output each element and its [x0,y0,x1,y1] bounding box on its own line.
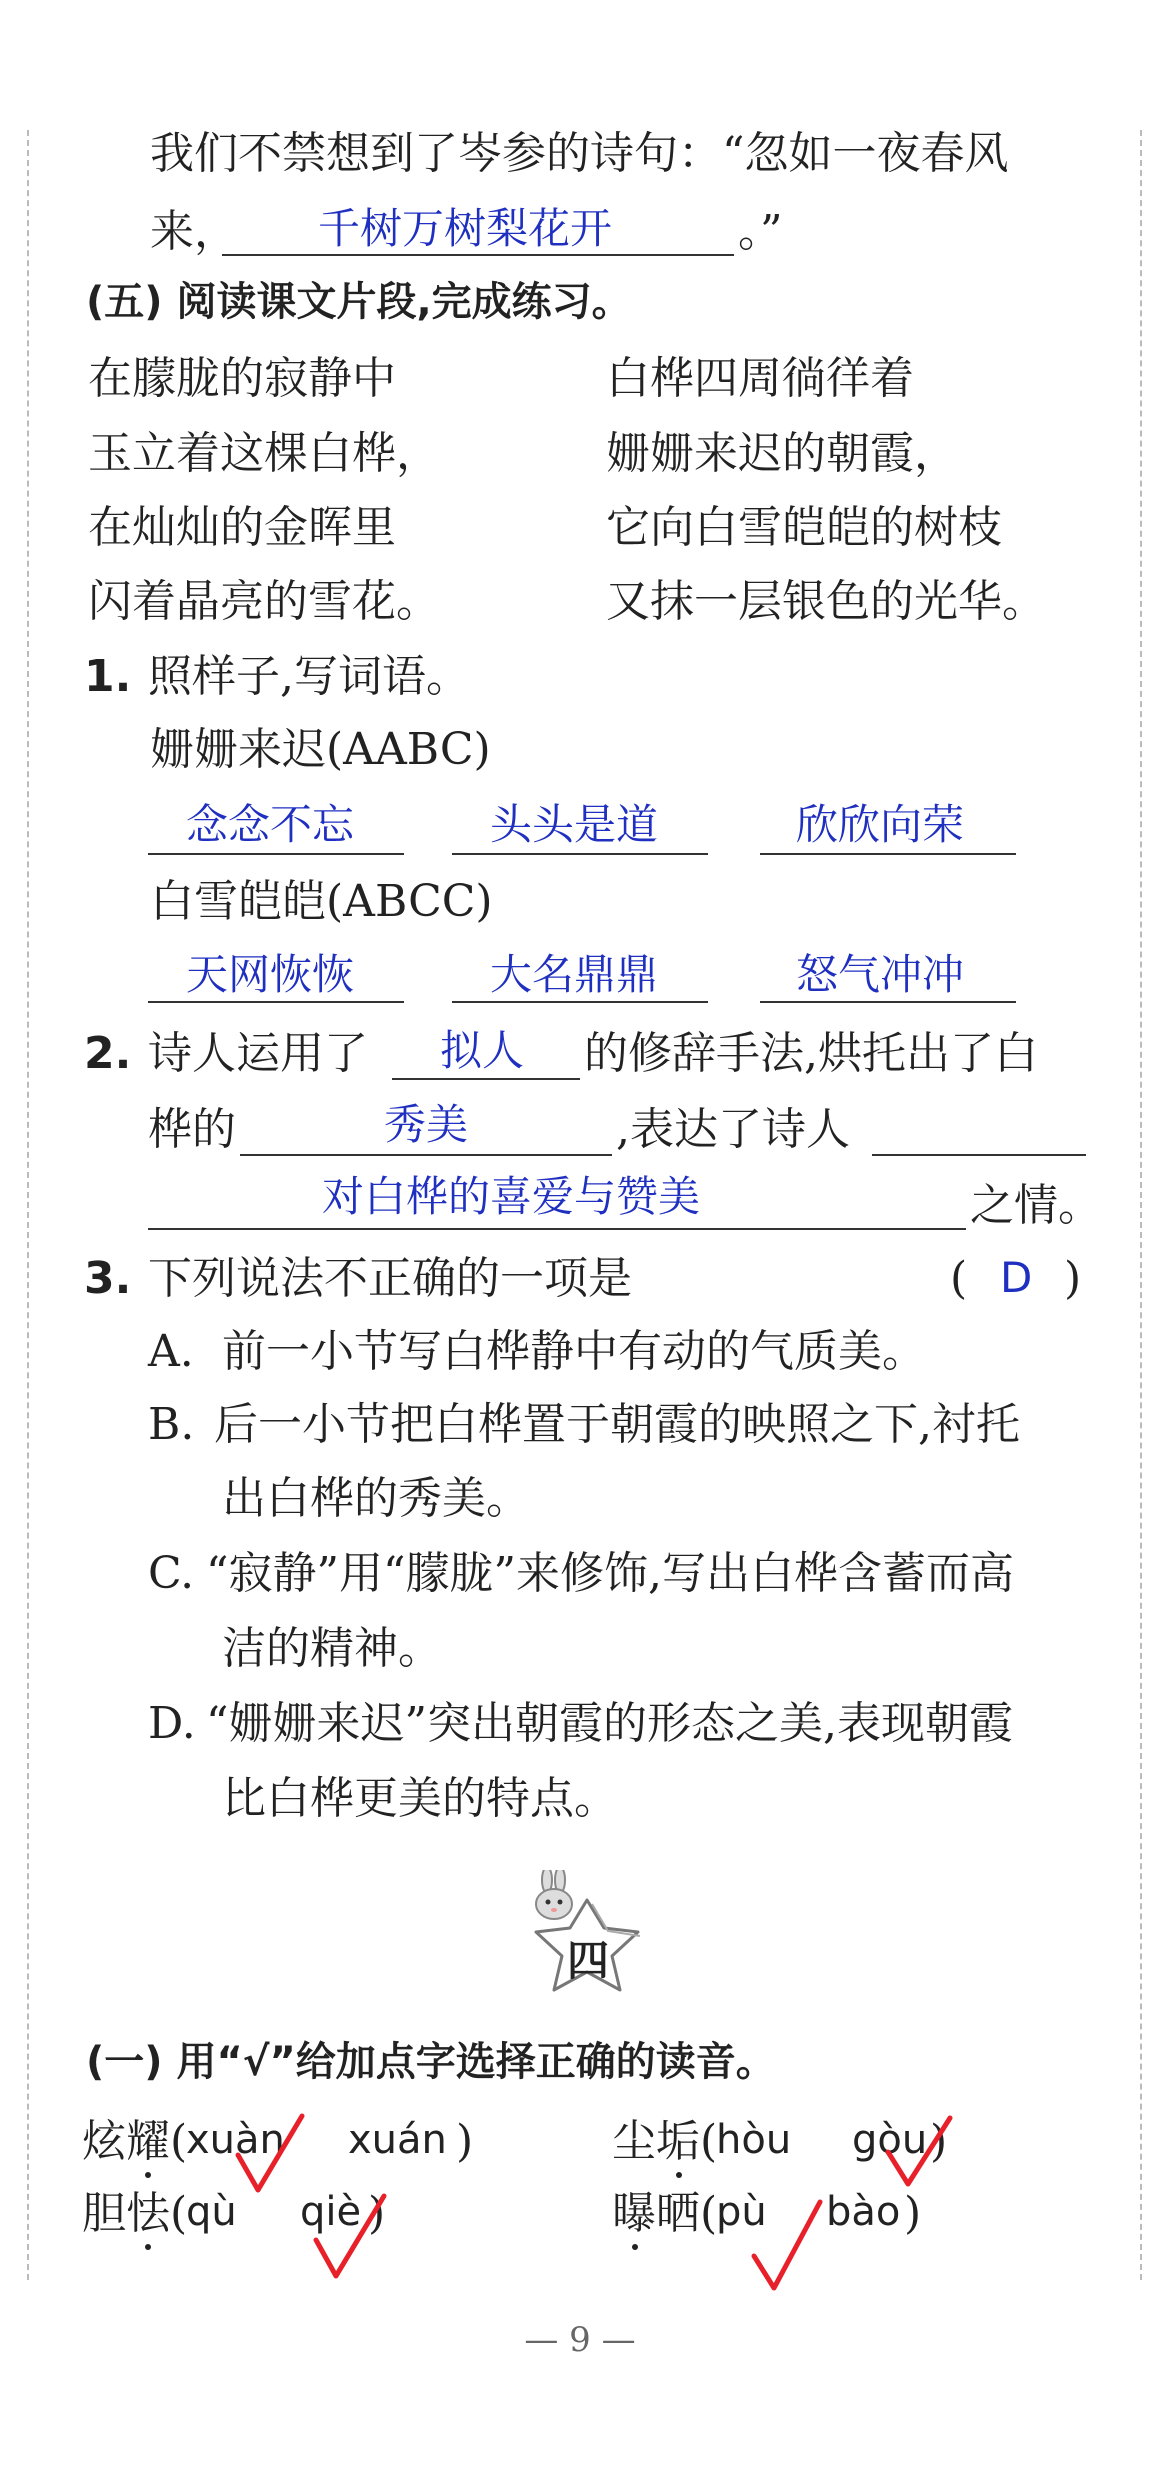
item-2-opt2: gòu [852,2117,928,2163]
q1-text: 照样子,写词语。 [148,651,470,702]
q2-part-3: 桦的 [148,1104,236,1155]
q3-option-d-label: D. [148,1698,196,1749]
poem-left-3: 在灿灿的金晖里 [88,502,396,553]
check-mark-icon [880,2112,960,2192]
check-mark-icon [230,2110,310,2200]
q3-option-a-text: 前一小节写白桦静中有动的气质美。 [222,1326,926,1377]
poem-right-2: 姗姗来迟的朝霞， [606,428,958,479]
item-1-opt1: xuàn [186,2117,285,2163]
q1-answer-2: 头头是道 [490,800,659,849]
item-3-opt1: qù [186,2189,237,2235]
item-4-opt1: pù [716,2189,767,2235]
q3-option-d-text-2: 比白桦更美的特点。 [222,1773,618,1824]
top-line-2-prefix: 来， [150,206,238,257]
item-2-opt1: hòu [716,2117,792,2163]
q2-part-4: ,表达了诗人 [616,1104,850,1155]
left-margin-line [27,130,29,2280]
q1-answer-1: 念念不忘 [186,800,355,849]
poem-right-4: 又抹一层银色的光华。 [606,576,1046,627]
item-4-word: 曝晒 [612,2188,700,2239]
q2-blank-2 [240,1154,612,1156]
q1-answer-6: 怒气冲冲 [796,950,965,999]
emphasis-dot [676,2172,682,2178]
q1-example-2: 白雪皑皑(ABCC) [150,876,493,927]
q3-number: 3. [84,1253,132,1304]
answer-text: 千树万树梨花开 [318,204,613,253]
q2-blank-3a [872,1154,1086,1156]
q3-option-c-text-1: “寂静”用“朦胧”来修饰,写出白桦含蓄而高 [206,1548,1014,1599]
q3-text: 下列说法不正确的一项是 [148,1253,632,1304]
q3-option-c-label: C. [148,1548,195,1599]
item-3-opt2: qiè [300,2189,362,2235]
poem-left-2: 玉立着这棵白桦， [88,428,440,479]
q3-option-a-label: A. [148,1326,194,1377]
item-1-word: 炫耀 [82,2116,170,2167]
item-3-open: ( [170,2188,188,2239]
q3-paren-open: ( [950,1253,968,1304]
unit-number: 四 [567,1936,610,1985]
item-4-opt2: bào [826,2189,901,2235]
q3-option-d-text-1: “姗姗来迟”突出朝霞的形态之美,表现朝霞 [206,1698,1013,1749]
q3-paren-close: ) [1064,1253,1082,1304]
q2-number: 2. [84,1028,132,1079]
item-4-close: ) [904,2188,922,2239]
emphasis-dot [632,2244,638,2250]
q2-answer-1: 拟人 [440,1026,525,1075]
section-4-1-heading: (一) 用“√”给加点字选择正确的读音。 [86,2039,776,2085]
q2-blank-3b [148,1228,966,1230]
poem-left-1: 在朦胧的寂静中 [88,353,396,404]
page-number: — 9 — [524,2320,636,2360]
q3-option-b-text-2: 出白桦的秀美。 [222,1473,530,1524]
item-3-word: 胆怯 [82,2188,170,2239]
q2-part-1: 诗人运用了 [148,1028,368,1079]
check-mark-icon [310,2190,390,2285]
section-5-heading: (五) 阅读课文片段,完成练习。 [86,279,632,325]
poem-right-3: 它向白雪皑皑的树枝 [606,502,1002,553]
item-3-close: ) [368,2188,386,2239]
poem-right-1: 白桦四周徜徉着 [606,353,914,404]
q3-option-b-label: B. [148,1399,195,1450]
top-line-2-suffix: 。” [738,206,783,257]
emphasis-dot [145,2172,151,2178]
top-line-1: 我们不禁想到了岑参的诗句：“忽如一夜春风 [150,128,1009,179]
q2-answer-3: 对白桦的喜爱与赞美 [322,1172,701,1221]
q3-option-c-text-2: 洁的精神。 [222,1623,442,1674]
q1-answer-4: 天网恢恢 [186,950,355,999]
q1-number: 1. [84,651,132,702]
q2-blank-1 [392,1078,580,1080]
poem-left-4: 闪着晶亮的雪花。 [88,576,440,627]
emphasis-dot [145,2244,151,2250]
q2-part-5: 之情。 [970,1180,1102,1231]
q1-blank-3 [760,853,1016,855]
item-2-word: 尘垢 [612,2116,700,2167]
q3-answer: D [1000,1253,1033,1302]
q1-blank-1 [148,853,404,855]
item-1-open: ( [170,2116,188,2167]
item-4-open: ( [700,2188,718,2239]
check-mark-icon [748,2196,828,2296]
item-2-close: ) [930,2116,948,2167]
item-1-close: ) [456,2116,474,2167]
q1-answer-5: 大名鼎鼎 [490,950,659,999]
item-2-open: ( [700,2116,718,2167]
unit-badge [512,1870,662,2020]
q1-answer-3: 欣欣向荣 [796,800,965,849]
right-margin-line [1140,130,1142,2280]
q2-answer-2: 秀美 [384,1100,469,1149]
q2-part-2: 的修辞手法,烘托出了白 [584,1028,1038,1079]
q3-option-b-text-1: 后一小节把白桦置于朝霞的映照之下,衬托 [214,1399,1020,1450]
item-1-opt2: xuán [348,2117,447,2163]
q1-blank-2 [452,853,708,855]
q1-example-1: 姗姗来迟(AABC) [150,724,491,775]
